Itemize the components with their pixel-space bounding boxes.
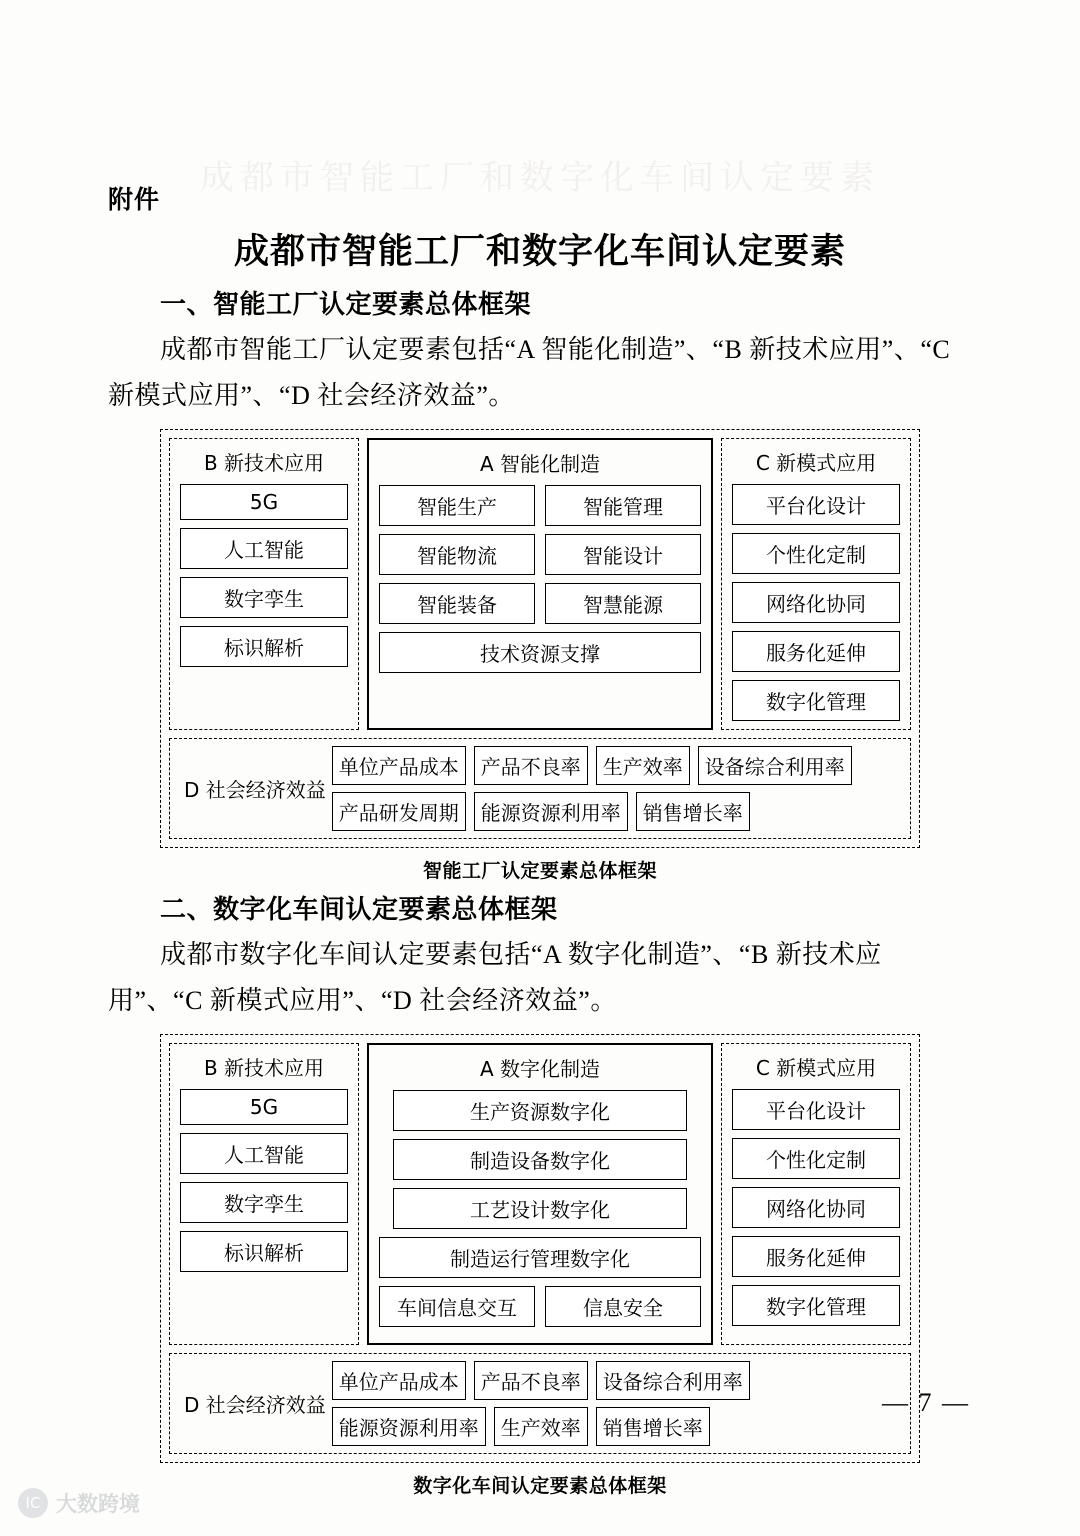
diagram-2-column-d (169, 1353, 911, 1454)
box-b2-item-4: 标识解析 (180, 1231, 348, 1272)
column-a2-title: A 数字化制造 (479, 1057, 601, 1081)
box-c2-item-4: 服务化延伸 (732, 1236, 900, 1277)
box-c-item-4: 服务化延伸 (732, 631, 900, 672)
box-a2-item-3: 工艺设计数字化 (393, 1188, 687, 1229)
column-c2-title: C 新模式应用 (755, 1056, 877, 1080)
diagram-1-column-b (169, 438, 359, 730)
box-a-item-1: 智能生产 (379, 485, 535, 526)
column-d2-grid (332, 1361, 902, 1446)
box-b2-item-2: 人工智能 (180, 1133, 348, 1174)
diagram-2-top-row (169, 1043, 911, 1345)
box-a-item-5: 智能装备 (379, 583, 535, 624)
diagram-1-caption: 智能工厂认定要素总体框架 (422, 860, 657, 882)
box-c2-item-3: 网络化协同 (732, 1187, 900, 1228)
column-a2-pair-row (379, 1286, 701, 1335)
section-1-heading: 一、智能工厂认定要素总体框架 (160, 290, 532, 320)
box-b-item-3: 数字孪生 (180, 577, 348, 618)
box-a2-item-5: 车间信息交互 (379, 1286, 535, 1327)
column-d2-row-2 (332, 1407, 902, 1446)
box-b-item-4: 标识解析 (180, 626, 348, 667)
section-2-heading: 二、数字化车间认定要素总体框架 (160, 895, 558, 925)
column-d2-label: D 社会经济效益 (184, 1393, 326, 1417)
diagram-2-column-a (367, 1043, 713, 1345)
diagram-2-caption: 数字化车间认定要素总体框架 (413, 1475, 667, 1497)
column-b2-title: B 新技术应用 (203, 1056, 325, 1080)
box-a2-item-2: 制造设备数字化 (393, 1139, 687, 1180)
box-d-item-1: 单位产品成本 (332, 746, 466, 785)
box-b2-item-1: 5G (180, 1089, 348, 1125)
column-a-row-2 (379, 534, 701, 583)
document-content (108, 180, 972, 1504)
box-c-item-5: 数字化管理 (732, 680, 900, 721)
box-a-item-6: 智慧能源 (545, 583, 701, 624)
box-b-item-1: 5G (180, 484, 348, 520)
watermark (18, 1488, 140, 1518)
box-b-item-2: 人工智能 (180, 528, 348, 569)
diagram-1-column-a (367, 438, 713, 730)
box-d-item-7: 销售增长率 (636, 792, 750, 831)
column-d-row-1 (332, 746, 902, 785)
box-a-item-3: 智能物流 (379, 534, 535, 575)
box-b2-item-3: 数字孪生 (180, 1182, 348, 1223)
column-a-row-1 (379, 485, 701, 534)
box-a2-item-6: 信息安全 (545, 1286, 701, 1327)
box-c-item-1: 平台化设计 (732, 484, 900, 525)
column-d-label: D 社会经济效益 (184, 778, 326, 802)
box-d2-item-4: 能源资源利用率 (332, 1407, 486, 1446)
box-d2-item-2: 产品不良率 (474, 1361, 588, 1400)
watermark-logo-icon: IC (18, 1488, 48, 1518)
column-d-row-2 (332, 792, 902, 831)
diagram-digital-workshop (160, 1034, 920, 1463)
box-d2-item-5: 生产效率 (494, 1407, 588, 1446)
diagram-2-column-b (169, 1043, 359, 1345)
box-a-item-2: 智能管理 (545, 485, 701, 526)
diagram-2-column-c (721, 1043, 911, 1345)
box-d-item-2: 产品不良率 (474, 746, 588, 785)
box-c-item-2: 个性化定制 (732, 533, 900, 574)
attachment-label: 附件 (108, 185, 161, 214)
box-d-item-6: 能源资源利用率 (474, 792, 628, 831)
diagram-1-top-row (169, 438, 911, 730)
ghost-watermark-title: 成都市智能工厂和数字化车间认定要素 (200, 158, 880, 198)
box-d2-item-1: 单位产品成本 (332, 1361, 466, 1400)
box-d-item-4: 设备综合利用率 (698, 746, 852, 785)
column-a-title: A 智能化制造 (479, 452, 601, 476)
box-d-item-3: 生产效率 (596, 746, 690, 785)
box-c2-item-5: 数字化管理 (732, 1285, 900, 1326)
column-a2-stack (379, 1090, 701, 1237)
box-d-item-5: 产品研发周期 (332, 792, 466, 831)
column-b-title: B 新技术应用 (203, 451, 325, 475)
box-d2-item-6: 销售增长率 (596, 1407, 710, 1446)
column-c-title: C 新模式应用 (755, 451, 877, 475)
diagram-2-outer-frame (160, 1034, 920, 1463)
box-a2-item-1: 生产资源数字化 (393, 1090, 687, 1131)
column-a-row-3 (379, 583, 701, 632)
diagram-smart-factory (160, 429, 920, 848)
box-c2-item-1: 平台化设计 (732, 1089, 900, 1130)
box-c2-item-2: 个性化定制 (732, 1138, 900, 1179)
diagram-1-outer-frame (160, 429, 920, 848)
section-2-paragraph: 成都市数字化车间认定要素包括“A 数字化制造”、“B 新技术应用”、“C 新模式应用”、“D 社会经济效益”。 (108, 940, 882, 1015)
page-title: 成都市智能工厂和数字化车间认定要素 (233, 232, 846, 272)
box-a2-item-4: 制造运行管理数字化 (379, 1237, 701, 1278)
diagram-1-column-c (721, 438, 911, 730)
watermark-text: 大数跨境 (56, 1492, 140, 1516)
section-1-paragraph: 成都市智能工厂认定要素包括“A 智能化制造”、“B 新技术应用”、“C 新模式应用”、“D 社会经济效益”。 (108, 335, 951, 410)
box-d2-item-3: 设备综合利用率 (596, 1361, 750, 1400)
box-a-item-7: 技术资源支撑 (379, 632, 701, 673)
page-number: — 7 — (882, 1388, 970, 1417)
box-c-item-3: 网络化协同 (732, 582, 900, 623)
box-a-item-4: 智能设计 (545, 534, 701, 575)
column-d-grid (332, 746, 902, 831)
diagram-1-column-d (169, 738, 911, 839)
column-d2-row-1 (332, 1361, 902, 1400)
